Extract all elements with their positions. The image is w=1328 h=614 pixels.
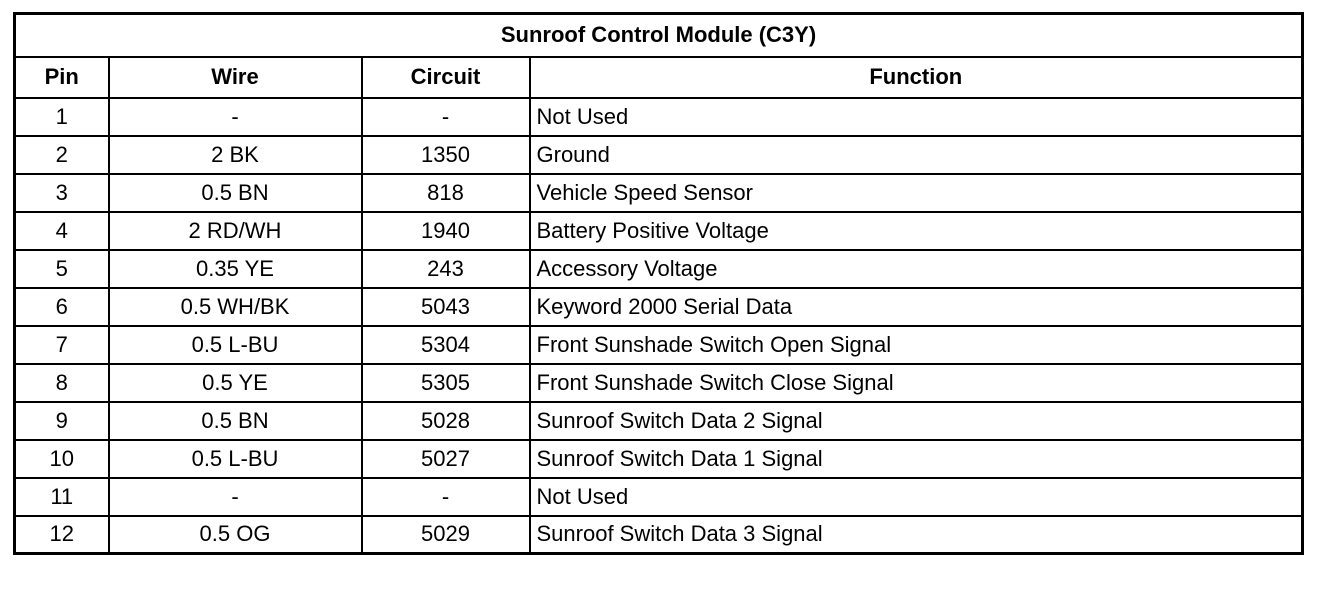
cell-circuit: -: [362, 98, 530, 136]
cell-wire: 0.5 BN: [109, 402, 362, 440]
cell-pin: 9: [15, 402, 109, 440]
header-pin: Pin: [15, 57, 109, 98]
header-circuit: Circuit: [362, 57, 530, 98]
cell-wire: 0.35 YE: [109, 250, 362, 288]
cell-wire: -: [109, 98, 362, 136]
cell-circuit: 5304: [362, 326, 530, 364]
cell-wire: 0.5 YE: [109, 364, 362, 402]
cell-function: Sunroof Switch Data 3 Signal: [530, 516, 1303, 554]
table-row: [15, 516, 1303, 554]
cell-pin: 7: [15, 326, 109, 364]
cell-pin: 4: [15, 212, 109, 250]
table-row: [15, 440, 1303, 478]
cell-pin: 3: [15, 174, 109, 212]
cell-circuit: 1350: [362, 136, 530, 174]
table-row: [15, 98, 1303, 136]
cell-pin: 2: [15, 136, 109, 174]
cell-function: Ground: [530, 136, 1303, 174]
table-title-row: [15, 14, 1303, 57]
cell-function: Keyword 2000 Serial Data: [530, 288, 1303, 326]
cell-wire: -: [109, 478, 362, 516]
cell-wire: 2 BK: [109, 136, 362, 174]
cell-function: Not Used: [530, 478, 1303, 516]
cell-pin: 6: [15, 288, 109, 326]
cell-function: Battery Positive Voltage: [530, 212, 1303, 250]
table-row: [15, 212, 1303, 250]
cell-pin: 8: [15, 364, 109, 402]
cell-circuit: 1940: [362, 212, 530, 250]
table-row: [15, 250, 1303, 288]
cell-pin: 5: [15, 250, 109, 288]
header-function: Function: [530, 57, 1303, 98]
cell-function: Vehicle Speed Sensor: [530, 174, 1303, 212]
cell-pin: 12: [15, 516, 109, 554]
cell-pin: 11: [15, 478, 109, 516]
cell-function: Sunroof Switch Data 2 Signal: [530, 402, 1303, 440]
cell-circuit: 5027: [362, 440, 530, 478]
table-row: [15, 478, 1303, 516]
cell-circuit: -: [362, 478, 530, 516]
cell-function: Not Used: [530, 98, 1303, 136]
cell-wire: 0.5 L-BU: [109, 440, 362, 478]
table-row: [15, 136, 1303, 174]
table-row: [15, 402, 1303, 440]
table-row: [15, 174, 1303, 212]
cell-function: Front Sunshade Switch Close Signal: [530, 364, 1303, 402]
table-row: [15, 364, 1303, 402]
cell-circuit: 818: [362, 174, 530, 212]
table-title: Sunroof Control Module (C3Y): [15, 14, 1303, 57]
cell-circuit: 5028: [362, 402, 530, 440]
cell-wire: 2 RD/WH: [109, 212, 362, 250]
cell-circuit: 5029: [362, 516, 530, 554]
cell-circuit: 5305: [362, 364, 530, 402]
cell-pin: 10: [15, 440, 109, 478]
connector-pinout-table: [13, 12, 1304, 555]
cell-wire: 0.5 BN: [109, 174, 362, 212]
cell-circuit: 5043: [362, 288, 530, 326]
table-header-row: [15, 57, 1303, 98]
header-wire: Wire: [109, 57, 362, 98]
cell-wire: 0.5 L-BU: [109, 326, 362, 364]
table-body: [15, 98, 1303, 554]
cell-function: Sunroof Switch Data 1 Signal: [530, 440, 1303, 478]
cell-function: Front Sunshade Switch Open Signal: [530, 326, 1303, 364]
table-row: [15, 326, 1303, 364]
cell-circuit: 243: [362, 250, 530, 288]
table-row: [15, 288, 1303, 326]
cell-wire: 0.5 WH/BK: [109, 288, 362, 326]
cell-pin: 1: [15, 98, 109, 136]
cell-wire: 0.5 OG: [109, 516, 362, 554]
cell-function: Accessory Voltage: [530, 250, 1303, 288]
